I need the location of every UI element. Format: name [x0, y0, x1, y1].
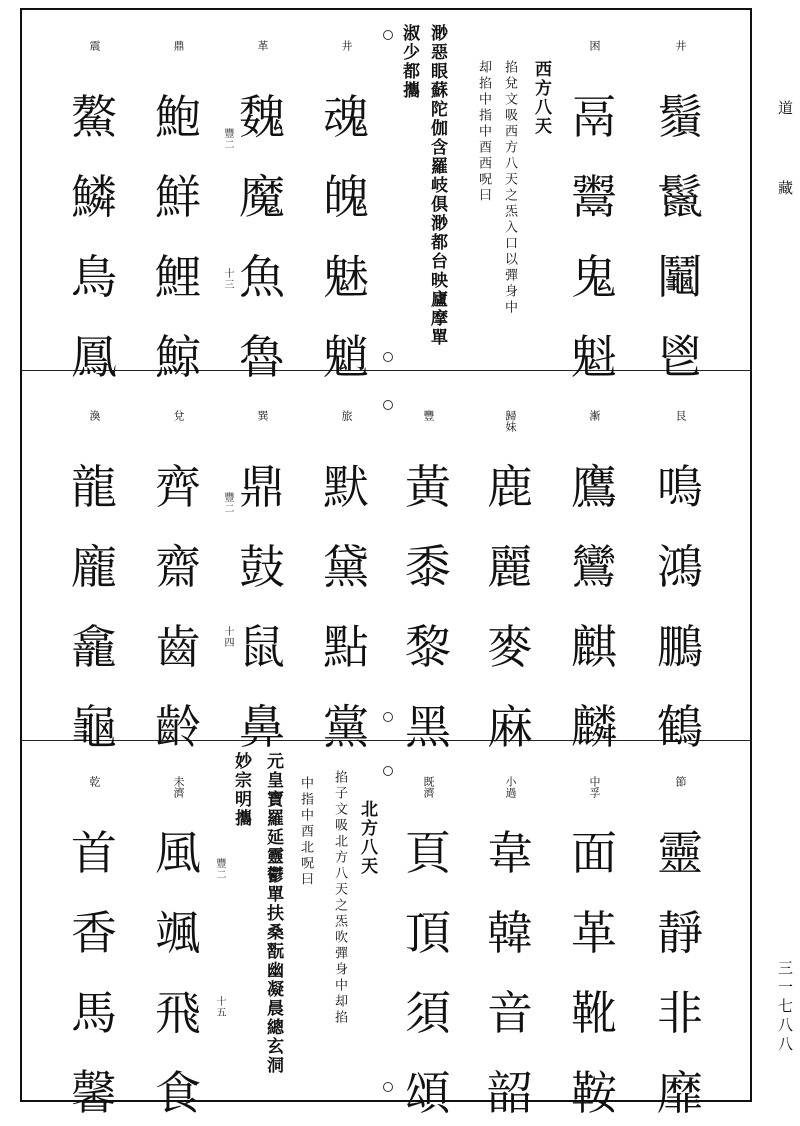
seal-glyph: 鬚 — [657, 90, 703, 144]
seal-glyph: 魔 — [239, 170, 285, 224]
glyph-column — [480, 776, 540, 1126]
seal-glyph: 鯨 — [155, 330, 201, 384]
glyph-column — [316, 410, 376, 760]
seal-glyph: 麗 — [487, 540, 533, 594]
panel-divider — [20, 370, 752, 371]
seal-glyph: 頂 — [405, 906, 451, 960]
seal-glyph: 鳳 — [71, 330, 117, 384]
glyph-column — [398, 410, 458, 760]
seal-glyph: 革 — [571, 906, 617, 960]
seal-glyph: 鰲 — [71, 90, 117, 144]
seal-glyph: 鬻 — [571, 170, 617, 224]
glyph-column — [148, 776, 208, 1126]
seal-glyph: 龍 — [71, 460, 117, 514]
glyph-column — [564, 40, 624, 390]
panel-divider — [20, 740, 752, 741]
seal-glyph: 魈 — [323, 330, 369, 384]
incantation-text: 渺惡眼蘇陀伽含羅岐俱渺都台映廬摩單 — [427, 24, 447, 347]
glyph-column — [650, 776, 710, 1126]
incantation-text: 妙宗明攜 — [231, 752, 251, 828]
glyph-column — [64, 40, 124, 390]
seal-glyph: 非 — [657, 986, 703, 1040]
seal-glyph: 靡 — [657, 1066, 703, 1120]
seal-glyph: 鼓 — [239, 540, 285, 594]
seal-glyph: 鶴 — [657, 700, 703, 754]
seal-glyph: 飛 — [155, 986, 201, 1040]
section-mark: 豐二 — [222, 492, 233, 514]
section-heading: 北方八天 — [357, 800, 377, 876]
circle-mark — [383, 352, 393, 362]
column-label: 小過 — [504, 776, 517, 798]
seal-glyph: 颯 — [155, 906, 201, 960]
glyph-column — [316, 40, 376, 390]
seal-glyph: 龕 — [71, 620, 117, 674]
seal-glyph: 韶 — [487, 1066, 533, 1120]
seal-glyph: 魄 — [323, 170, 369, 224]
seal-glyph: 齒 — [155, 620, 201, 674]
seal-glyph: 麥 — [487, 620, 533, 674]
seal-glyph: 魁 — [571, 330, 617, 384]
seal-glyph: 鳥 — [71, 250, 117, 304]
glyph-column — [232, 40, 292, 390]
column-label: 豐 — [422, 410, 435, 421]
seal-glyph: 鸞 — [571, 540, 617, 594]
incantation-text: 淑少都攜 — [399, 24, 419, 100]
seal-glyph: 黛 — [323, 540, 369, 594]
seal-glyph: 黍 — [405, 540, 451, 594]
column-label: 鼎 — [172, 40, 185, 51]
incantation-note: 掐兌文吸西方八天之炁入口以彈身中 — [502, 60, 517, 316]
seal-glyph: 鷹 — [571, 460, 617, 514]
incantation-note: 却掐中指中酉西呪曰 — [476, 60, 491, 204]
seal-glyph: 首 — [71, 826, 117, 880]
seal-glyph: 麻 — [487, 700, 533, 754]
seal-glyph: 馬 — [71, 986, 117, 1040]
circle-mark — [383, 766, 393, 776]
glyph-column — [398, 776, 458, 1126]
seal-glyph: 齊 — [155, 460, 201, 514]
glyph-column — [650, 410, 710, 760]
column-label: 旅 — [340, 410, 353, 421]
section-mark: 豐二 — [214, 858, 225, 880]
incantation-note: 中指中酉北呪曰 — [298, 776, 313, 888]
seal-glyph: 點 — [323, 620, 369, 674]
seal-glyph: 韓 — [487, 906, 533, 960]
seal-glyph: 黎 — [405, 620, 451, 674]
column-label: 中孚 — [588, 776, 601, 798]
incantation-note: 掐子文吸北方八天之炁吹彈身中却掐 — [332, 770, 347, 1026]
seal-glyph: 默 — [323, 460, 369, 514]
seal-glyph: 齡 — [155, 700, 201, 754]
circle-mark — [383, 1082, 393, 1092]
seal-glyph: 魏 — [239, 90, 285, 144]
column-label: 艮 — [674, 410, 687, 421]
page-number: 三一七八八 — [776, 960, 794, 1055]
seal-glyph: 鬯 — [657, 330, 703, 384]
glyph-column — [64, 776, 124, 1126]
column-label: 既濟 — [422, 776, 435, 798]
seal-glyph: 靴 — [571, 986, 617, 1040]
seal-glyph: 靈 — [657, 826, 703, 880]
seal-glyph: 鴻 — [657, 540, 703, 594]
seal-glyph: 頌 — [405, 1066, 451, 1120]
seal-glyph: 鞍 — [571, 1066, 617, 1120]
seal-glyph: 麟 — [571, 700, 617, 754]
seal-glyph: 鮑 — [155, 90, 201, 144]
seal-glyph: 鬲 — [571, 90, 617, 144]
column-label: 乾 — [88, 776, 101, 787]
seal-glyph: 鬼 — [571, 250, 617, 304]
seal-glyph: 龜 — [71, 700, 117, 754]
column-label: 震 — [88, 40, 101, 51]
column-label: 困 — [588, 40, 601, 51]
seal-glyph: 黨 — [323, 700, 369, 754]
seal-glyph: 黃 — [405, 460, 451, 514]
column-label: 兌 — [172, 410, 185, 421]
seal-glyph: 鼎 — [239, 460, 285, 514]
column-label: 節 — [674, 776, 687, 787]
seal-glyph: 風 — [155, 826, 201, 880]
seal-glyph: 鱗 — [71, 170, 117, 224]
column-label: 漸 — [588, 410, 601, 421]
seal-glyph: 魯 — [239, 330, 285, 384]
section-mark: 豐二 — [222, 128, 233, 150]
seal-glyph: 黑 — [405, 700, 451, 754]
section-mark: 十五 — [214, 996, 225, 1018]
glyph-column — [232, 410, 292, 760]
seal-glyph: 魂 — [323, 90, 369, 144]
circle-mark — [383, 30, 393, 40]
seal-glyph: 鯉 — [155, 250, 201, 304]
glyph-column — [64, 410, 124, 760]
column-label: 巽 — [256, 410, 269, 421]
seal-glyph: 鵬 — [657, 620, 703, 674]
page-frame — [20, 8, 752, 1102]
column-label: 渙 — [88, 410, 101, 421]
seal-glyph: 音 — [487, 986, 533, 1040]
collection-title: 藏 — [776, 180, 794, 199]
section-heading: 西方八天 — [531, 60, 551, 136]
seal-glyph: 鹿 — [487, 460, 533, 514]
seal-glyph: 香 — [71, 906, 117, 960]
section-mark: 十四 — [222, 626, 233, 648]
seal-glyph: 鼠 — [239, 620, 285, 674]
glyph-column — [650, 40, 710, 390]
seal-glyph: 須 — [405, 986, 451, 1040]
seal-glyph: 鬮 — [657, 250, 703, 304]
seal-glyph: 魅 — [323, 250, 369, 304]
column-label: 革 — [256, 40, 269, 51]
seal-glyph: 頁 — [405, 826, 451, 880]
section-mark: 十三 — [222, 268, 233, 290]
glyph-column — [148, 410, 208, 760]
column-label: 井 — [340, 40, 353, 51]
glyph-column — [564, 776, 624, 1126]
circle-mark — [383, 712, 393, 722]
circle-mark — [383, 400, 393, 410]
seal-glyph: 麒 — [571, 620, 617, 674]
seal-glyph: 鬣 — [657, 170, 703, 224]
seal-glyph: 魚 — [239, 250, 285, 304]
column-label: 井 — [674, 40, 687, 51]
glyph-column — [148, 40, 208, 390]
book-title: 道 — [776, 100, 794, 119]
seal-glyph: 馨 — [71, 1066, 117, 1120]
glyph-column — [564, 410, 624, 760]
seal-glyph: 鳴 — [657, 460, 703, 514]
seal-glyph: 龐 — [71, 540, 117, 594]
incantation-text: 元皇寶羅延靈鬱單扶桑翫幽凝晨總玄洞 — [263, 752, 283, 1075]
column-label: 未濟 — [172, 776, 185, 798]
seal-glyph: 食 — [155, 1066, 201, 1120]
seal-glyph: 鼻 — [239, 700, 285, 754]
seal-glyph: 韋 — [487, 826, 533, 880]
glyph-column — [480, 410, 540, 760]
seal-glyph: 面 — [571, 826, 617, 880]
seal-glyph: 靜 — [657, 906, 703, 960]
seal-glyph: 鮮 — [155, 170, 201, 224]
seal-glyph: 齋 — [155, 540, 201, 594]
column-label: 歸妹 — [504, 410, 517, 432]
